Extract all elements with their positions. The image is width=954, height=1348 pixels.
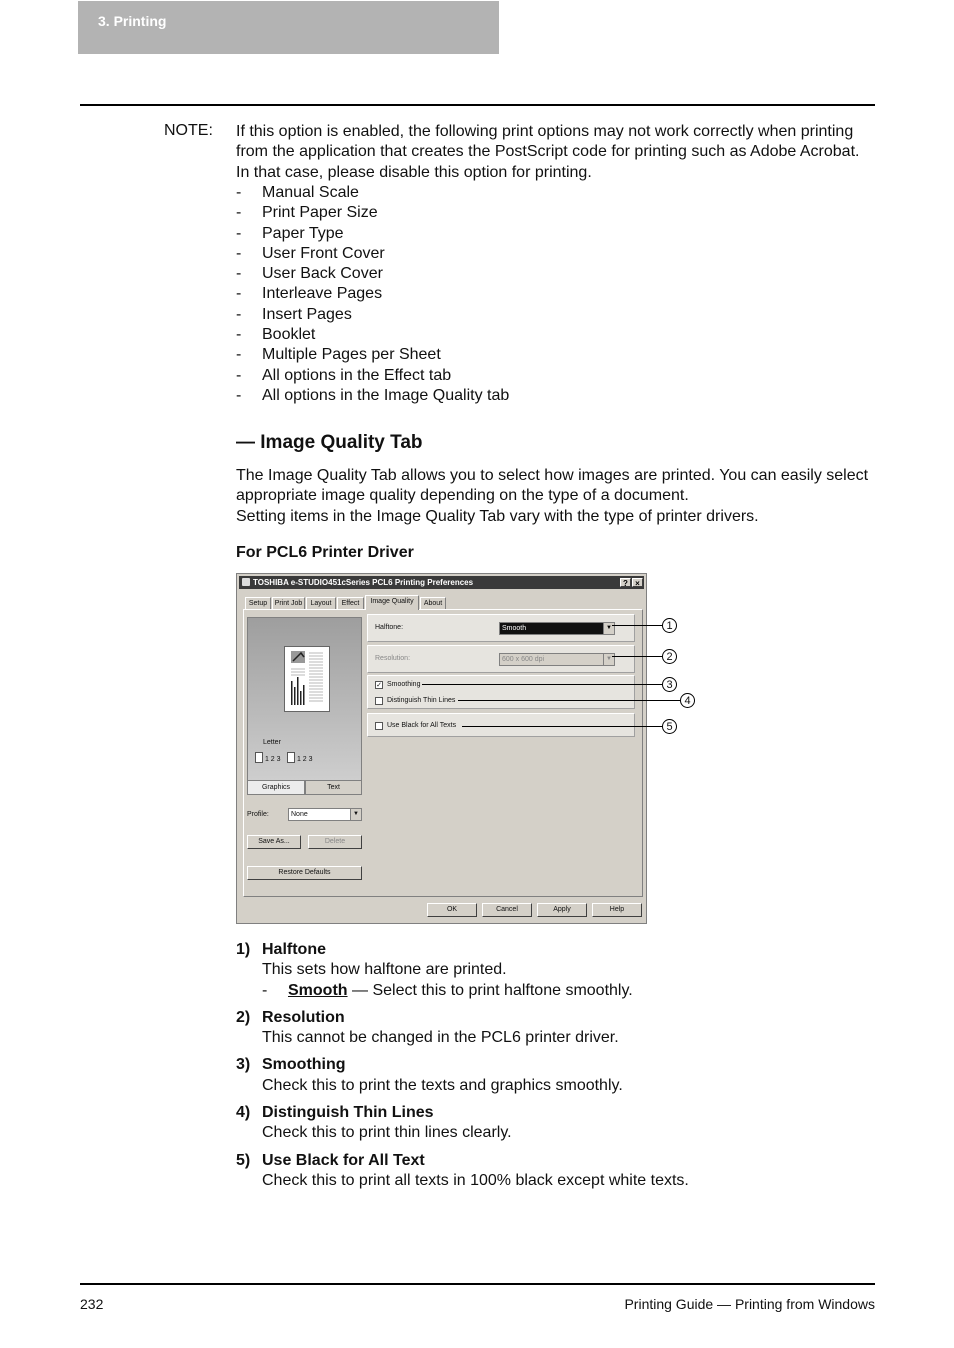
- tab-about[interactable]: About: [420, 597, 446, 609]
- tab-graphics[interactable]: Graphics: [247, 780, 305, 795]
- tab-effect[interactable]: Effect: [337, 597, 364, 609]
- page-thumbnail: [284, 646, 330, 712]
- thumbnail-graphic: [285, 647, 329, 711]
- resolution-select[interactable]: [499, 653, 615, 666]
- item-desc: Check this to print the texts and graphics smoothly.: [262, 1076, 623, 1094]
- callout-line: [612, 625, 662, 626]
- dialog-titlebar: [239, 576, 644, 589]
- halftone-group: [367, 614, 635, 642]
- list-item: - Print Paper Size: [236, 203, 509, 223]
- sub-option-text: — Select this to print halftone smoothly.: [347, 981, 633, 999]
- chevron-down-icon[interactable]: ▼: [603, 623, 614, 634]
- item-desc: This sets how halftone are printed.: [262, 961, 507, 979]
- page-number: 232: [80, 1296, 104, 1312]
- list-item: - Multiple Pages per Sheet: [236, 345, 509, 365]
- halftone-select[interactable]: [499, 622, 615, 635]
- list-item: - Paper Type: [236, 224, 509, 244]
- tab-image-quality[interactable]: Image Quality: [365, 595, 419, 610]
- profile-value: None: [291, 811, 308, 818]
- restore-defaults-button[interactable]: Restore Defaults: [247, 866, 362, 880]
- callout-1: 1: [662, 618, 677, 633]
- chevron-down-icon[interactable]: ▼: [603, 654, 614, 665]
- help-title-button[interactable]: ?: [620, 578, 631, 587]
- collate-icon: [255, 752, 281, 763]
- callout-2: 2: [662, 649, 677, 664]
- item-title: Resolution: [262, 1008, 345, 1026]
- list-item: - Manual Scale: [236, 183, 509, 203]
- item-title: Halftone: [262, 941, 326, 958]
- intro-paragraph: Setting items in the Image Quality Tab vary with the type of printer drivers.: [236, 507, 759, 525]
- resolution-value: 600 x 600 dpi: [502, 656, 545, 663]
- smoothing-group: [367, 675, 635, 709]
- paper-size-label: Letter: [263, 739, 281, 746]
- item-desc: This cannot be changed in the PCL6 printer driver.: [262, 1029, 619, 1047]
- note-text: If this option is enabled, the following print options may not work correctly when printing from the application that creates the PostScript code for printing such as Adobe Acrobat. In that case, please disable this option for printing.: [236, 123, 860, 181]
- halftone-value: Smooth: [502, 625, 527, 632]
- header-rule: [80, 104, 875, 106]
- chapter-tab: [78, 1, 499, 54]
- list-item: [236, 1055, 876, 1096]
- callout-line: [612, 656, 662, 657]
- printer-icon: [242, 578, 250, 586]
- tab-text[interactable]: Text: [305, 780, 362, 795]
- section-intro: [236, 466, 876, 527]
- setting-items: [236, 940, 876, 1198]
- list-item: - Interleave Pages: [236, 284, 509, 304]
- dialog-title: TOSHIBA e-STUDIO451cSeries PCL6 Printing Preferences: [253, 578, 474, 587]
- resolution-label: Resolution:: [375, 655, 411, 662]
- section-heading: — Image Quality Tab: [236, 432, 423, 453]
- callout-4: 4: [680, 693, 695, 708]
- footer-rule: [80, 1283, 875, 1285]
- black-text-label: Use Black for All Texts: [387, 722, 457, 729]
- list-item: [236, 1008, 876, 1049]
- black-text-checkbox[interactable]: [375, 722, 383, 730]
- cancel-button[interactable]: Cancel: [482, 903, 532, 917]
- profile-select[interactable]: [288, 808, 362, 821]
- delete-button[interactable]: Delete: [308, 835, 362, 849]
- page-order-label: 1 2 3: [296, 756, 313, 763]
- callout-3: 3: [662, 677, 677, 692]
- tab-print-job[interactable]: Print Job: [272, 597, 305, 609]
- note-label: NOTE:: [164, 122, 213, 139]
- ok-button[interactable]: OK: [427, 903, 477, 917]
- sub-option-name: Smooth: [288, 981, 348, 999]
- thin-lines-label: Distinguish Thin Lines: [387, 697, 456, 704]
- smoothing-label: Smoothing: [387, 681, 421, 688]
- list-item: [236, 1103, 876, 1144]
- chapter-label: 3. Printing: [98, 13, 167, 29]
- collate-icon: [287, 752, 313, 763]
- page-order-label: 1 2 3: [264, 756, 281, 763]
- close-title-button[interactable]: ×: [632, 578, 643, 587]
- chevron-down-icon[interactable]: ▼: [350, 809, 361, 820]
- item-desc: Check this to print thin lines clearly.: [262, 1124, 512, 1142]
- thin-lines-checkbox[interactable]: [375, 697, 383, 705]
- item-number: 2): [236, 1008, 251, 1026]
- item-number: 5): [236, 1151, 251, 1169]
- sub-dash: -: [262, 981, 268, 999]
- list-item: - All options in the Effect tab: [236, 366, 509, 386]
- tab-setup[interactable]: Setup: [245, 597, 271, 609]
- save-as-button[interactable]: Save As...: [247, 835, 301, 849]
- item-title: Distinguish Thin Lines: [262, 1104, 434, 1122]
- black-text-group: [367, 713, 635, 737]
- callout-5: 5: [662, 719, 677, 734]
- list-item: - User Back Cover: [236, 264, 509, 284]
- item-desc: Check this to print all texts in 100% black except white texts.: [262, 1171, 689, 1189]
- item-sub-option: [262, 981, 876, 1001]
- item-number: 3): [236, 1056, 251, 1074]
- smoothing-checkbox[interactable]: ✓: [376, 682, 382, 689]
- callout-line: [458, 700, 680, 701]
- sub-heading: For PCL6 Printer Driver: [236, 544, 414, 561]
- item-title: Use Black for All Text: [262, 1151, 425, 1169]
- intro-paragraph: The Image Quality Tab allows you to select how images are printed. You can easily select appropriate image quality depending on the type of a document.: [236, 467, 869, 505]
- list-item: [236, 1151, 876, 1192]
- list-item: - Insert Pages: [236, 305, 509, 325]
- note-list: [236, 183, 509, 406]
- apply-button[interactable]: Apply: [537, 903, 587, 917]
- printing-preferences-dialog: [236, 573, 647, 924]
- tab-layout[interactable]: Layout: [306, 597, 336, 609]
- page-stack-icon: [255, 752, 263, 763]
- callout-line: [462, 726, 662, 727]
- list-item: - All options in the Image Quality tab: [236, 386, 509, 406]
- help-button[interactable]: Help: [592, 903, 642, 917]
- item-title: Smoothing: [262, 1056, 346, 1074]
- resolution-group: [367, 645, 635, 673]
- list-item: - User Front Cover: [236, 244, 509, 264]
- item-number: 1): [236, 941, 251, 958]
- list-item: [236, 940, 876, 1001]
- halftone-label: Halftone:: [375, 624, 404, 631]
- footer-title: Printing Guide — Printing from Windows: [624, 1296, 875, 1312]
- callout-line: [422, 684, 662, 685]
- list-item: - Booklet: [236, 325, 509, 345]
- page-stack-icon: [287, 752, 295, 763]
- item-number: 4): [236, 1104, 251, 1122]
- profile-label: Profile:: [247, 811, 269, 818]
